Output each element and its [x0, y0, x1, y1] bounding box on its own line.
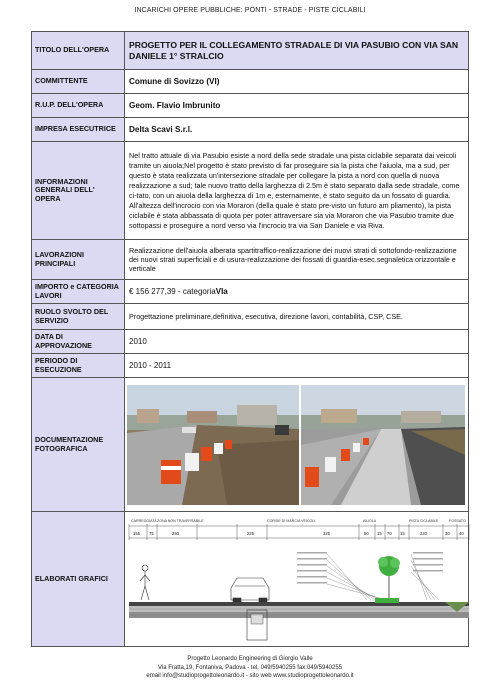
row-approvazione	[32, 330, 469, 354]
car-figure	[231, 578, 269, 602]
esecuzione-value: 2010 - 2011	[125, 354, 469, 378]
drawing-label-0: CARREGGIATA	[131, 519, 157, 523]
esecuzione-label: PERIODO DI ESECUZIONE	[32, 354, 125, 378]
row-informazioni	[32, 142, 469, 240]
drawing-label-2: CORSIE DI MARCIA VEICOLI	[267, 519, 316, 523]
dim-10: 30	[445, 531, 450, 536]
site-photo-1	[127, 385, 299, 505]
footer-contacts: email info@studioprogettoleonardo.it - sito web www.studioprogettoleonardo.it	[146, 673, 354, 680]
foto-label: DOCUMENTAZIONE FOTOGRAFICA	[32, 378, 125, 512]
elaborati-cell	[125, 512, 469, 647]
foto-cell	[125, 378, 469, 512]
approvazione-label: DATA DI APPROVAZIONE	[32, 330, 125, 354]
dim-11: 40	[459, 531, 464, 536]
importo-cell	[125, 280, 469, 304]
row-committente	[32, 70, 469, 94]
footer-company: Progetto Leonardo Engineering di Giorgio Valle	[187, 656, 313, 662]
tree-figure	[378, 556, 400, 600]
cross-section-drawing	[127, 514, 471, 642]
person-figure	[140, 565, 150, 600]
road-surface	[129, 602, 469, 606]
rup-label: R.U.P. DELL'OPERA	[32, 94, 125, 118]
titolo-label: TITOLO DELL'OPERA	[32, 32, 125, 70]
approvazione-value: 2010	[125, 330, 469, 354]
row-ruolo	[32, 304, 469, 330]
impresa-label: IMPRESA ESECUTRICE	[32, 118, 125, 142]
dim-8: 15	[400, 531, 405, 536]
drawing-label-1: ZONA NON TRAVERSABILE	[157, 519, 204, 523]
elaborati-label: ELABORATI GRAFICI	[32, 512, 125, 647]
rup-value: Geom. Flavio Imbrunito	[125, 94, 469, 118]
dim-4: 325	[323, 531, 330, 536]
row-lavorazioni	[32, 240, 469, 280]
row-titolo	[32, 32, 469, 70]
informazioni-label: INFORMAZIONI GENERALI DELL' OPERA	[32, 142, 125, 240]
importo-label: IMPORTO e CATEGORIA LAVORI	[32, 280, 125, 304]
project-table	[31, 31, 469, 647]
drawing-label-4: PISTA CICLABILE	[409, 519, 439, 523]
lavorazioni-value: Realizzazione dell'aiuola alberata spartitraffico-realizzazione dei nuovi strati di sottofondo-realizzazione dei nuovi strati superficiali e di usura-realizzazione dei fossati di guardia-esec.segnaletica orizzontale e verticale	[125, 240, 469, 280]
row-esecuzione	[32, 354, 469, 378]
importo-category: VIa	[215, 287, 228, 296]
titolo-value: PROGETTO PER IL COLLEGAMENTO STRADALE DI VIA PASUBIO CON VIA SAN DANIELE 1° STRALCIO	[125, 32, 469, 70]
project-sheet	[31, 31, 469, 651]
dim-9: 220	[420, 531, 427, 536]
importo-value: € 156 277,39 - categoria	[129, 287, 216, 296]
committente-label: COMMITTENTE	[32, 70, 125, 94]
dim-1: 75	[149, 531, 154, 536]
drawing-label-5: FOSSATO	[449, 519, 466, 523]
dim-0: 155	[133, 531, 140, 536]
dim-2: 250	[172, 531, 179, 536]
row-rup	[32, 94, 469, 118]
row-importo	[32, 280, 469, 304]
dim-7: 70	[387, 531, 392, 536]
document-header: INCARICHI OPERE PUBBLICHE: PONTI - STRADE - PISTE CICLABILI	[134, 7, 366, 14]
dim-5: 50	[364, 531, 369, 536]
site-photo-2	[301, 385, 465, 505]
dim-3: 225	[247, 531, 254, 536]
informazioni-value: Nel tratto attuale di via Pasubio esiste a nord della sede stradale una pista ciclabile separata dai veicoli tramite un aiuola;Nel progetto è stato previsto di far proseguire sia la pista che l'aiuola, ma a sud, per questo è stata realizzata un'intersezione stradale per collegare la pista a nord con quella di nuova realizzazione a sud; tale nuovo tratto della larghezza di 2.5m è stato separato dalla sede stradale, come ci-tato, con un aiuola della larghezza di 1m e, esternamente, è stato seguito da un fossato di guardia. All'altezza dell'incrocio con via Moraron (della quale è stato pre-visto un futuro am pliamento), la pista ciclabile è stata abbassata di quota per poter attraversare sia via Moraron che via Pasubio tramite due sottopassi e proseguire a nord verso via l'incrocio tra via San Daniele e via Riva.	[125, 142, 469, 240]
footer-address: Via Fratta,19, Fontaniva, Padova - tel. 049/5940255 fax:049/5940255	[157, 664, 343, 671]
impresa-value: Delta Scavi S.r.l.	[125, 118, 469, 142]
footer	[0, 655, 500, 681]
row-impresa	[32, 118, 469, 142]
committente-value: Comune di Sovizzo (VI)	[125, 70, 469, 94]
row-elaborati	[32, 512, 469, 647]
dim-6: 15	[377, 531, 382, 536]
ruolo-value: Progettazione preliminare,definitiva, esecutiva, direzione lavori, contabilità, CSP, CSE.	[125, 304, 469, 330]
row-foto	[32, 378, 469, 512]
aiuola-strip	[375, 598, 399, 603]
ruolo-label: RUOLO SVOLTO DEL SERVIZIO	[32, 304, 125, 330]
drawing-label-3: AIUOLA	[363, 519, 377, 523]
lavorazioni-label: LAVORAZIONI PRINCIPALI	[32, 240, 125, 280]
